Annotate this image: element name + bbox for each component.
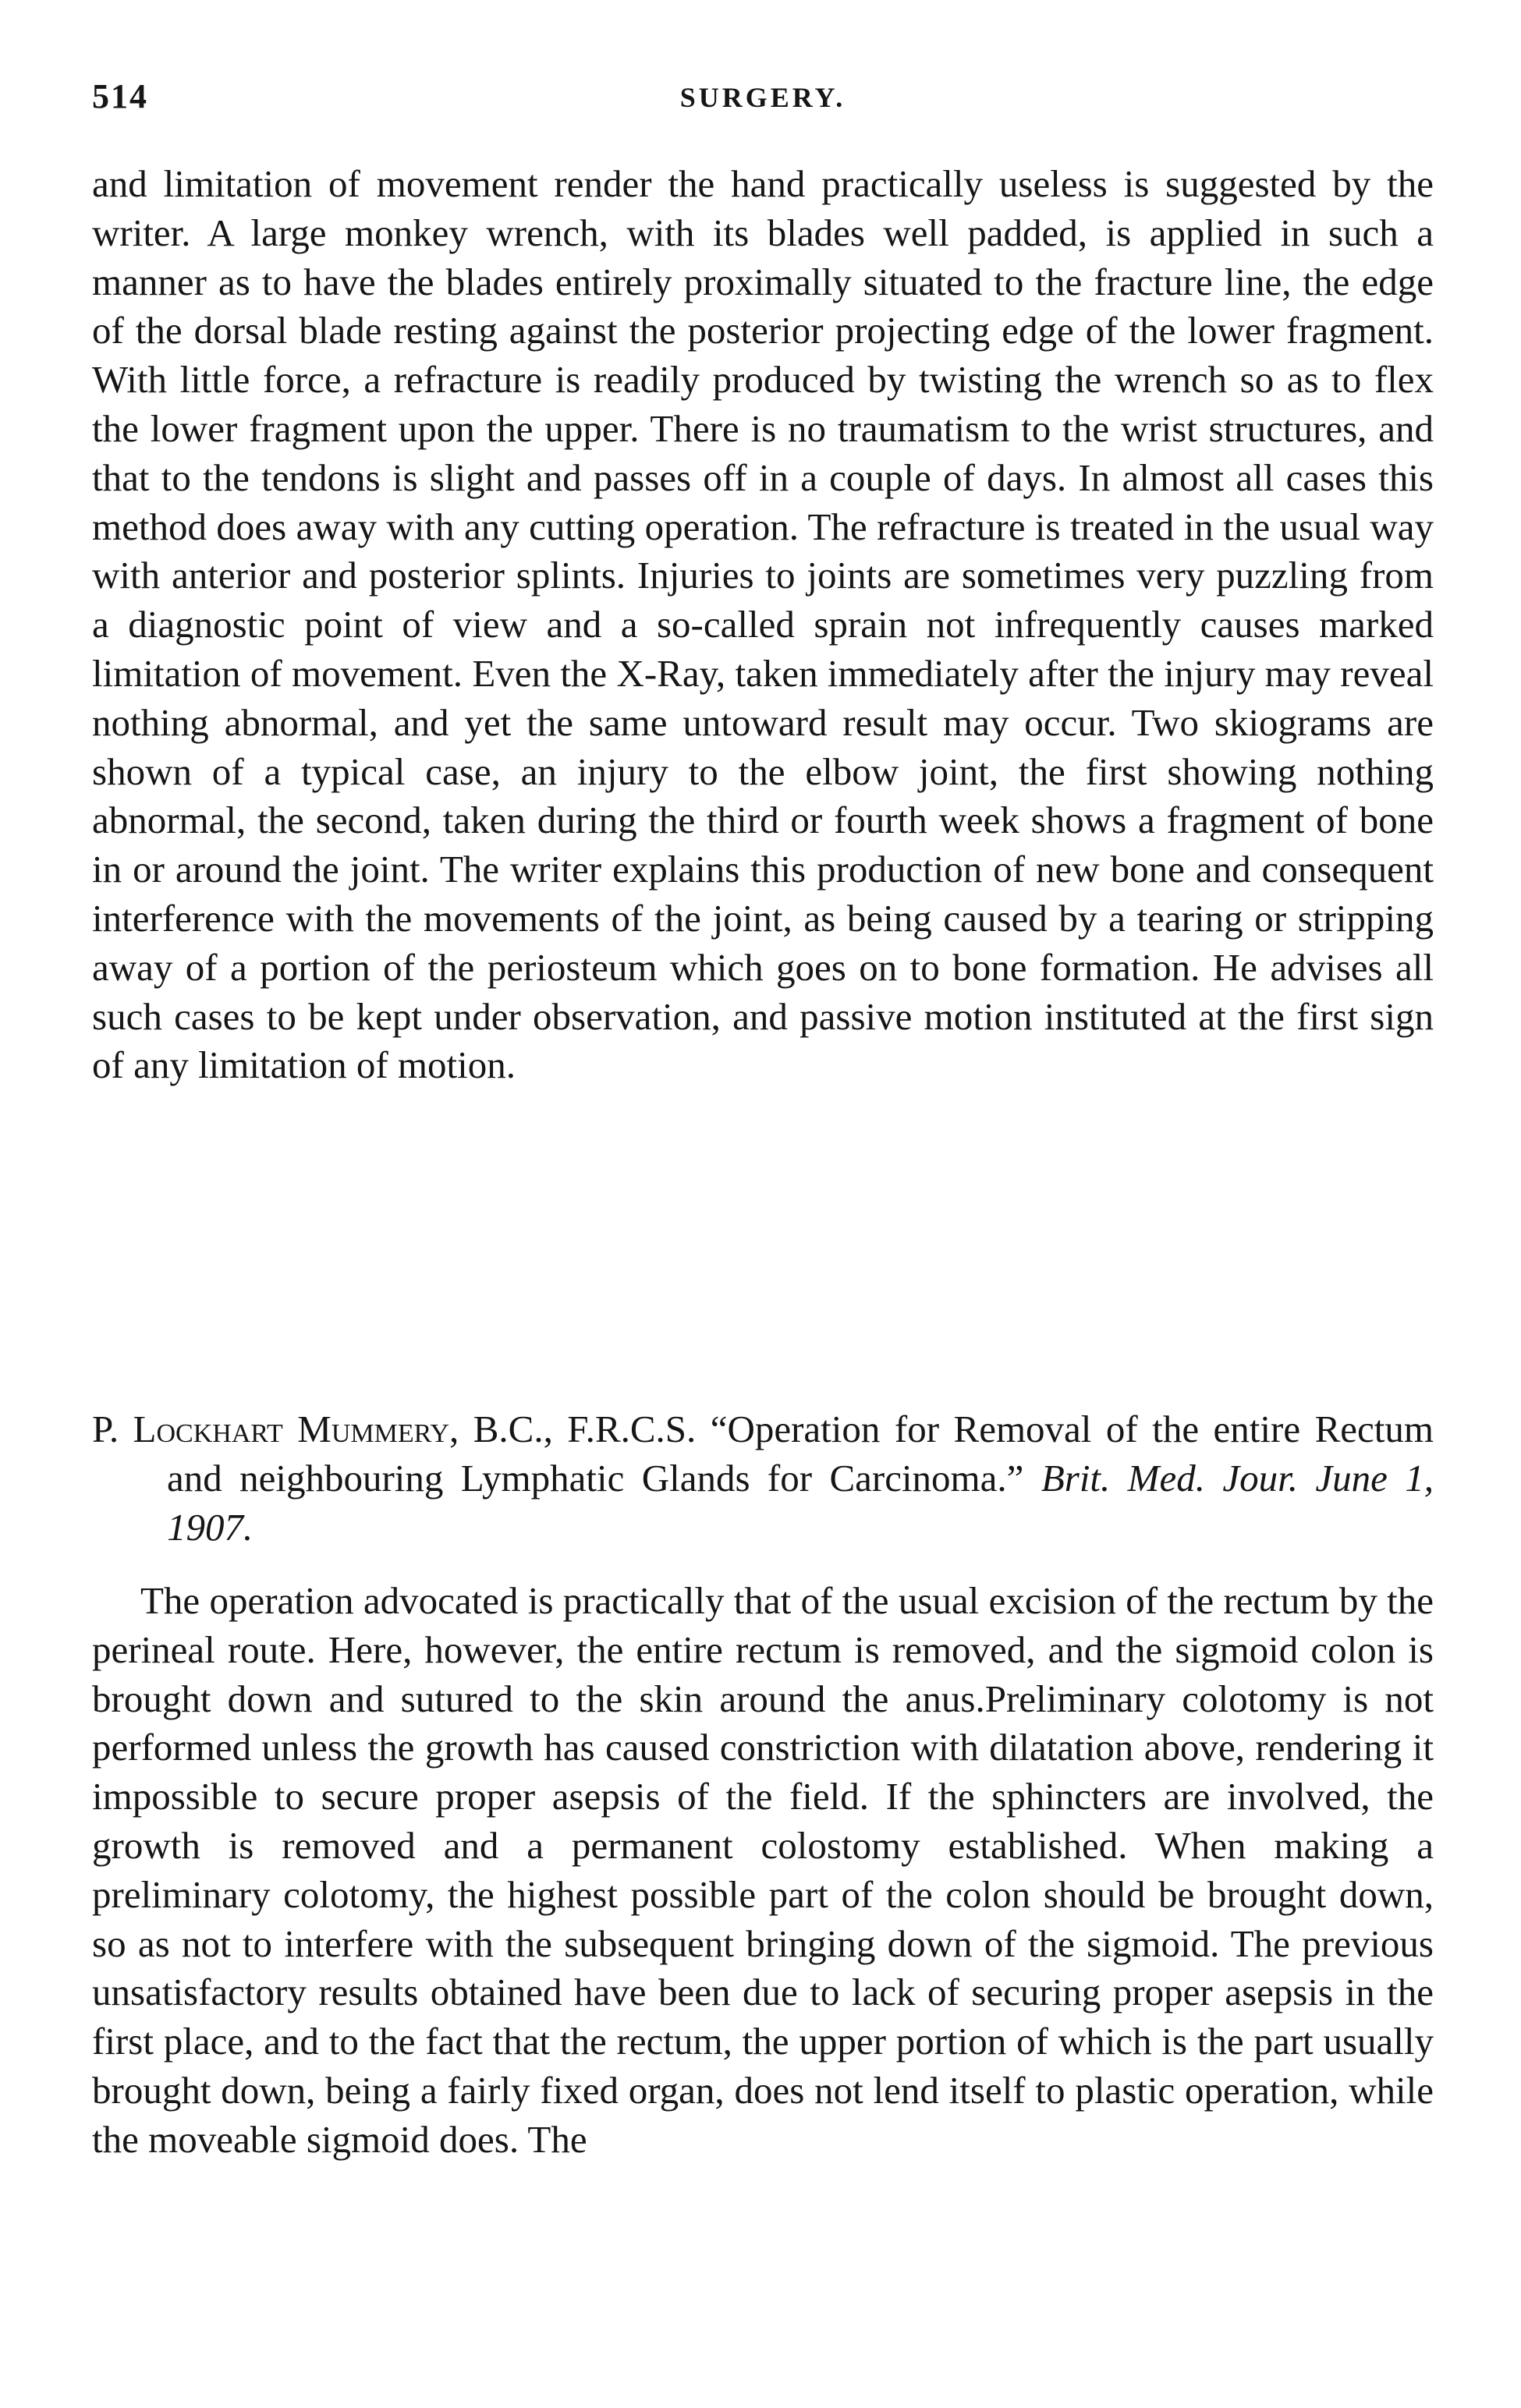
paragraph-wrench-refracture: and limitation of movement render the hand practically useless is suggested by the writer. A large monkey wrench, with its blades well padded, is applied in such a manner as to have the blades entirely proximally situated to the fracture line, the edge of the dorsal blade resting against the posterior projecting edge of the lower fragment. With little force, a refracture is readily produced by twisting the wrench so as to flex the lower fragment upon the upper. There is no traumatism to the wrist structures, and that to the tendons is slight and passes off in a couple of days. In almost all cases this method does away with any cutting operation. The refracture is treated in the usual way with anterior and posterior splints. Injuries to joints are sometimes very puzzling from a diagnostic point of view and a so-called sprain not infrequently causes marked limitation of movement. Even the X-Ray, taken immediately after the injury may reveal nothing abnormal, and yet the same untoward result may occur. Two skiograms are shown of a typical case, an injury to the elbow joint, the first showing nothing abnormal, the second, taken during the third or fourth week shows a fragment of bone in or around the joint. The writer explains this production of new bone and consequent interference with the movements of the joint, as being caused by a tearing or stripping away of a portion of the periosteum which goes on to bone formation. He advises all such cases to be kept under observation, and passive motion instituted at the first sign of any limitation of motion. xyxy=(92,162,1434,1087)
paragraph-rectum-excision: The operation advocated is practically that of the usual excision of the rectum by the perineal route. Here, however, the entire rectum is removed, and the sigmoid colon is brought down and sutured to the skin around the anus.Preliminary colotomy is not performed unless the growth has caused constriction with dilatation above, rendering it impossible to secure proper asepsis of the field. If the sphincters are involved, the growth is removed and a permanent colostomy established. When making a preliminary colotomy, the highest possible part of the colon should be brought down, so as not to interfere with the subsequent bringing down of the sigmoid. The previous unsatisfactory results obtained have been due to lack of securing proper asepsis in the first place, and to the fact that the rectum, the upper portion of which is the part usually brought down, being a fairly fixed organ, does not lend itself to plastic operation, while the moveable sigmoid does. The xyxy=(92,1579,1434,2161)
citation-mummery xyxy=(92,1405,1434,1552)
citation-title: “Operation for Removal of the entire Rectum and neighbouring Lymphatic Glands for Carcinoma.” xyxy=(167,1408,1434,1500)
page-number: 514 xyxy=(92,77,148,115)
citation-journal: Brit. Med. Jour. June 1, 1907. xyxy=(167,1456,1434,1549)
running-head xyxy=(92,76,1434,123)
section-title: SURGERY. xyxy=(679,82,846,113)
citation-author: P. Lockhart Mummery, B.C., F.R.C.S. xyxy=(92,1408,697,1450)
book-page xyxy=(92,0,1434,2408)
